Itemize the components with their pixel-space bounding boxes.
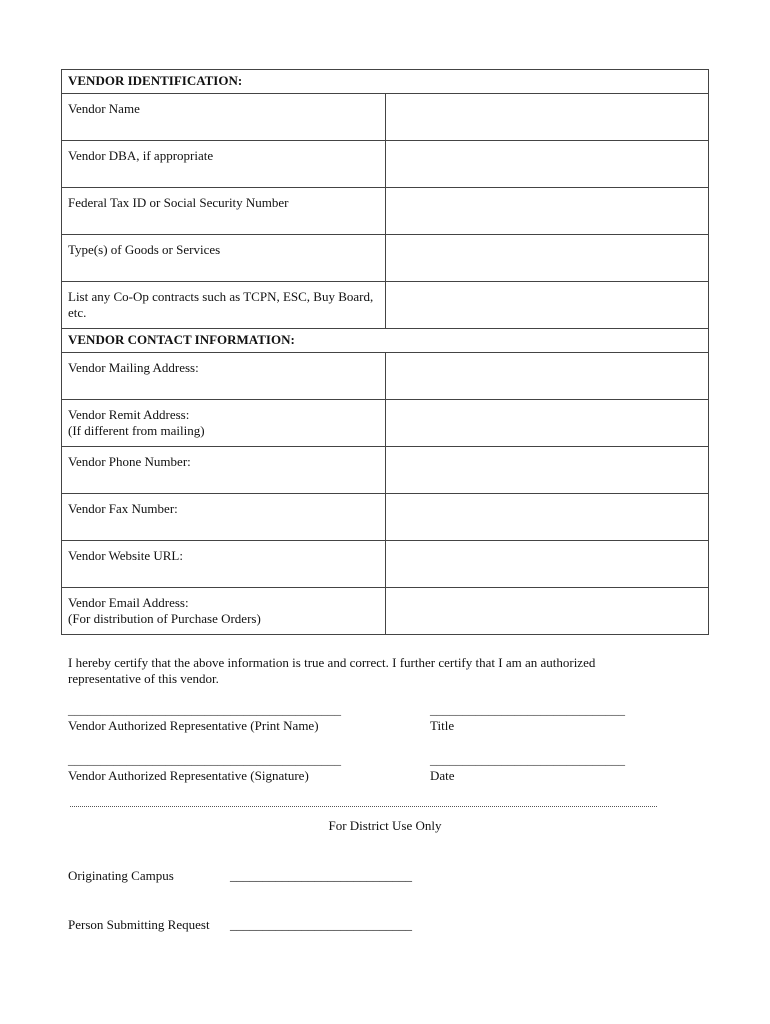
vendor-name-label: Vendor Name (62, 94, 386, 141)
originating-campus-row (68, 868, 412, 884)
signature-line[interactable]: __________________________________________ (68, 752, 341, 767)
phone-number-label: Vendor Phone Number: (62, 447, 386, 494)
vendor-contact-heading: VENDOR CONTACT INFORMATION: (62, 329, 709, 353)
coop-contracts-label: List any Co-Op contracts such as TCPN, ESC, Buy Board, etc. (62, 282, 386, 329)
website-url-field[interactable] (385, 541, 709, 588)
vendor-dba-field[interactable] (385, 141, 709, 188)
originating-campus-label: Originating Campus (68, 868, 174, 883)
vendor-dba-label: Vendor DBA, if appropriate (62, 141, 386, 188)
signature-block (68, 752, 341, 784)
print-name-line[interactable]: __________________________________________ (68, 702, 341, 717)
date-line[interactable]: ______________________________ (430, 752, 625, 767)
person-submitting-line[interactable]: ____________________________ (230, 917, 412, 932)
vendor-name-field[interactable] (385, 94, 709, 141)
title-block (430, 702, 625, 734)
district-use-heading: For District Use Only (328, 818, 442, 833)
fax-number-field[interactable] (385, 494, 709, 541)
coop-contracts-field[interactable] (385, 282, 709, 329)
dotted-divider (70, 806, 657, 807)
email-address-field[interactable] (385, 588, 709, 635)
date-block (430, 752, 625, 784)
mailing-address-label: Vendor Mailing Address: (62, 353, 386, 400)
tax-id-label: Federal Tax ID or Social Security Number (62, 188, 386, 235)
vendor-form-table (61, 69, 709, 635)
vendor-identification-heading: VENDOR IDENTIFICATION: (62, 70, 709, 94)
date-label: Date (430, 768, 455, 783)
goods-services-field[interactable] (385, 235, 709, 282)
originating-campus-line[interactable]: ____________________________ (230, 868, 412, 883)
phone-number-field[interactable] (385, 447, 709, 494)
print-name-label: Vendor Authorized Representative (Print Name) (68, 718, 319, 733)
person-submitting-row (68, 917, 412, 933)
remit-address-label: Vendor Remit Address: (If different from mailing) (62, 400, 386, 447)
fax-number-label: Vendor Fax Number: (62, 494, 386, 541)
remit-address-field[interactable] (385, 400, 709, 447)
title-line[interactable]: ______________________________ (430, 702, 625, 717)
signature-label: Vendor Authorized Representative (Signature) (68, 768, 309, 783)
person-submitting-label: Person Submitting Request (68, 917, 210, 932)
title-label: Title (430, 718, 455, 733)
tax-id-field[interactable] (385, 188, 709, 235)
mailing-address-field[interactable] (385, 353, 709, 400)
website-url-label: Vendor Website URL: (62, 541, 386, 588)
goods-services-label: Type(s) of Goods or Services (62, 235, 386, 282)
email-address-label: Vendor Email Address: (For distribution of Purchase Orders) (62, 588, 386, 635)
print-name-block (68, 702, 341, 734)
certification-text: I hereby certify that the above information is true and correct. I further certify that I am an authorized representative of this vendor. (68, 655, 596, 686)
